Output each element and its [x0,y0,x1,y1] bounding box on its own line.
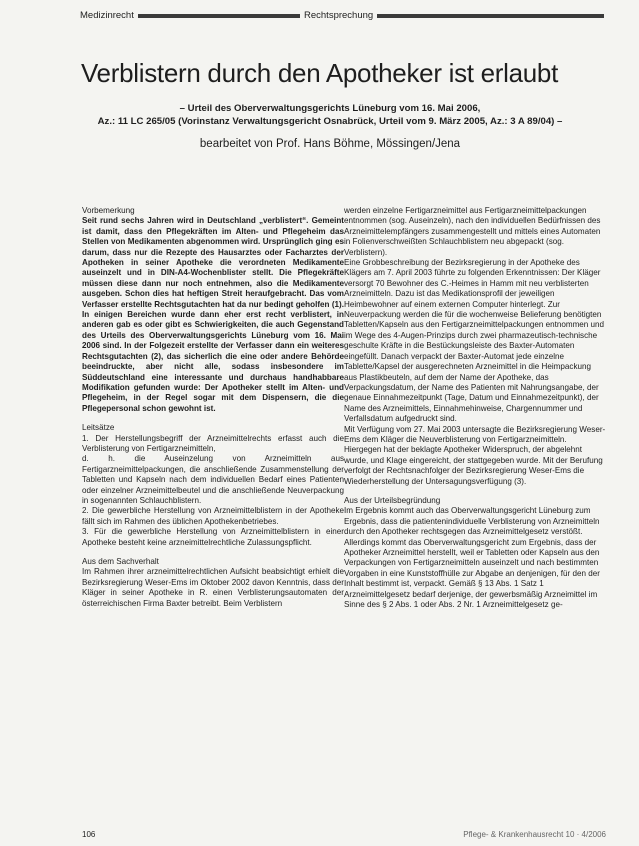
vorbemerkung-text: Seit rund sechs Jahren wird in Deutschland „verblistert“. Gemeint ist damit, dass den Pflegekräften im Alten- und Pflegeheim das Stellen von Medikamenten abgenommen wird. Ursprünglich ging es darum, dass nur die Rezepte des Hausarztes oder Facharztes der Apotheken in seiner Apotheke die verordneten Medikamente auseinzelt und in DIN-A4-Wochenblister stellt. Die Pflegekräfte müssen diese dann nur noch entnehmen, also die Medikamente ausgeben. Schon dies hat heftigen Streit heraufgebracht. Das vom Verfasser erstellte Rechtsgutachten hat da nur bedingt geholfen (1). In einigen Bereichen wurde dann eher erst recht verblistert, in anderen gab es oder gibt es Schwierigkeiten, die auch Gegenstand des Urteils des Oberverwaltungsgerichts Lüneburg vom 16. Mai 2006 sind. In der Folgezeit erstellte der Verfasser dann ein weiteres Rechtsgutachten (2), das sicherlich die eine oder andere Behörde beeindruckte, aber nicht alle, sodass insbesondere im Süddeutschland eine interessante und durchaus handhabbare Modifikation gefunden wurde: Der Apotheker stellt im Alten- und Pflegeheim, in der Regel sogar mit dem Dispensern, die die Pflegepersonal schon gewohnt ist. [82,216,344,413]
left-column [82,206,344,609]
article-author: bearbeitet von Prof. Hans Böhme, Mössingen/Jena [199,138,461,150]
header-section-label: Medizinrecht [80,10,138,22]
leitsatz-2: 2. Die gewerbliche Herstellung von Arzneimittelblistern in der Apotheke fällt sich im Rahmen des üblichen Apothekenbetriebes. [82,506,344,526]
sachverhalt-text: Im Rahmen ihrer arzneimittelrechtlichen Aufsicht beabsichtigt erhielt die Bezirksregierung Weser-Ems im Oktober 2002 davon Kenntnis, dass der Kläger in seiner Apotheke in R. einen Verblisterungsautomaten der österreichischen Firma Baxter betreibt. Beim Verblistern [82,567,344,608]
section-heading-sachverhalt: Aus dem Sachverhalt [82,557,159,566]
page-number: 106 [82,830,96,839]
paragraph: Allerdings kommt das Oberverwaltungsgericht zum Ergebnis, dass der Apotheker Arzneimittel herstellt, weil er Tabletten oder Kapseln aus den Verpackungen von Fertigarzneimitteln auseinzelt und nach bestimmten Vorgaben in eine Kunststoffhülle zur Abgabe an denjenigen, für den der Inhalt bestimmt ist, verpackt. Gemäß § 13 Abs. 1 Satz 1 Arzneimittelgesetz bedarf derjenige, der gewerbsmäßig Arzneimittel im Sinne des § 2 Abs. 1 oder Abs. 2 Nr. 1 Arzneimittelgesetz ge- [344,537,600,610]
section-heading-urteilsbegruendung: Aus der Urteilsbegründung [344,495,441,505]
subtitle-line-2: Az.: 11 LC 265/05 (Vorinstanz Verwaltungsgericht Osnabrück, Urteil vom 9. März 2005, Az.: 3 A 89/04) – [97,116,563,127]
article-subtitle [60,102,600,128]
paragraph: Eine Grobbeschreibung der Bezirksregierung in der Apotheke des Klägers am 7. April 2003 führte zu folgenden Erkenntnissen: Der Kläger versorgt 70 Bewohner des C.-Heimes in Hamm mit neu verblisterten Arzneimitteln. Dazu ist das Medikationsprofil der jeweiligen Heimbewohner auf einem externen Computer hinterlegt. Zur Neuverpackung werden die für die wochenweise Belieferung benötigten Tabletten/Kapseln aus den Fertigarzneimittelpackungen entnommen und im Wege des 4-Augen-Prinzips durch zwei pharmazeutisch-technische geschulte Kräfte in die Bestückungsleiste des Baxter-Automaten eingefüllt. Danach verpackt der Baxter-Automat jede einzelne Tablette/Kapsel der ausgerechneten Arzneimittel in die Heimpackung aus Plastikbeuteln, auf dem der Name der Apotheke, das Verpackungsdatum, der Name des Patienten mit Nahrungsangabe, der genaue Einnahmezeitpunkt (Tage, Datum und Einnahmezeitpunkt), der Name des Arzneimittels, Einnahmehinweise, Chargennummer und Verfallsdatum aufgedruckt sind. [344,258,605,424]
section-heading-vorbemerkung: Vorbemerkung [82,206,135,215]
section-heading-leitsaetze: Leitsätze [82,423,115,433]
running-header [80,10,604,24]
subtitle-line-1: – Urteil des Oberverwaltungsgerichts Lüneburg vom 16. Mai 2006, [179,103,481,114]
leitsatz-1: 1. Der Herstellungsbegriff der Arzneimittelrechts erfasst auch die Verblisterung von Fertigarzneimitteln, [82,433,344,453]
paragraph: Im Ergebnis kommt auch das Oberverwaltungsgericht Lüneburg zum Ergebnis, dass die patientenindividuelle Verblisterung von Arzneimitteln durch den Apotheker rechtsgegen das Arzneimittelgesetz verstößt. [344,506,600,537]
paragraph: Mit Verfügung vom 27. Mai 2003 untersagte die Bezirksregierung Weser-Ems dem Kläger die Neuverblisterung von Fertigarzneimitteln. Hiergegen hat der beklagte Apotheker Widerspruch, der abgelehnt wurde, und Klage eingereicht, der stattgegeben wurde. Mit der Berufung verfolgt der Rechtsnachfolger der Bezirksregierung Weser-Ems die Wiederherstellung der Untersagungsverfügung (3). [344,424,606,486]
leitsatz-1-continued: d. h. die Auseinzelung von Arzneimitteln aus Fertigarzneimittelpackungen, die anschließende Zusammenstellung der Tabletten und Kapseln nach dem individuellen Bedarf eines Patienten oder einzelner Arzneimittelbeutel und die anschließende Neuverpackung in sogenannten Schlauchblistern. [82,454,344,505]
article-title: Verblistern durch den Apotheker ist erlaubt [80,58,559,88]
header-category-label: Rechtsprechung [300,10,377,22]
journal-source: Pflege- & Krankenhausrecht 10 · 4/2006 [463,830,606,839]
right-column [344,206,606,610]
leitsatz-3: 3. Für die gewerbliche Herstellung von Arzneimittelblistern in einer Apotheke besteht keine arzneimittelrechtliche Zulassungspflicht. [82,527,344,547]
paragraph: werden einzelne Fertigarzneimittel aus Fertigarzneimittelpackungen entnommen (sog. Auseinzeln), nach den individuellen Bedürfnissen des Arzneimittelempfängers zusammengestellt und mittels eines Automaten in Folienverschweißten Schlauchblistern neu abgepackt (sog. Verblistern). [344,206,601,257]
